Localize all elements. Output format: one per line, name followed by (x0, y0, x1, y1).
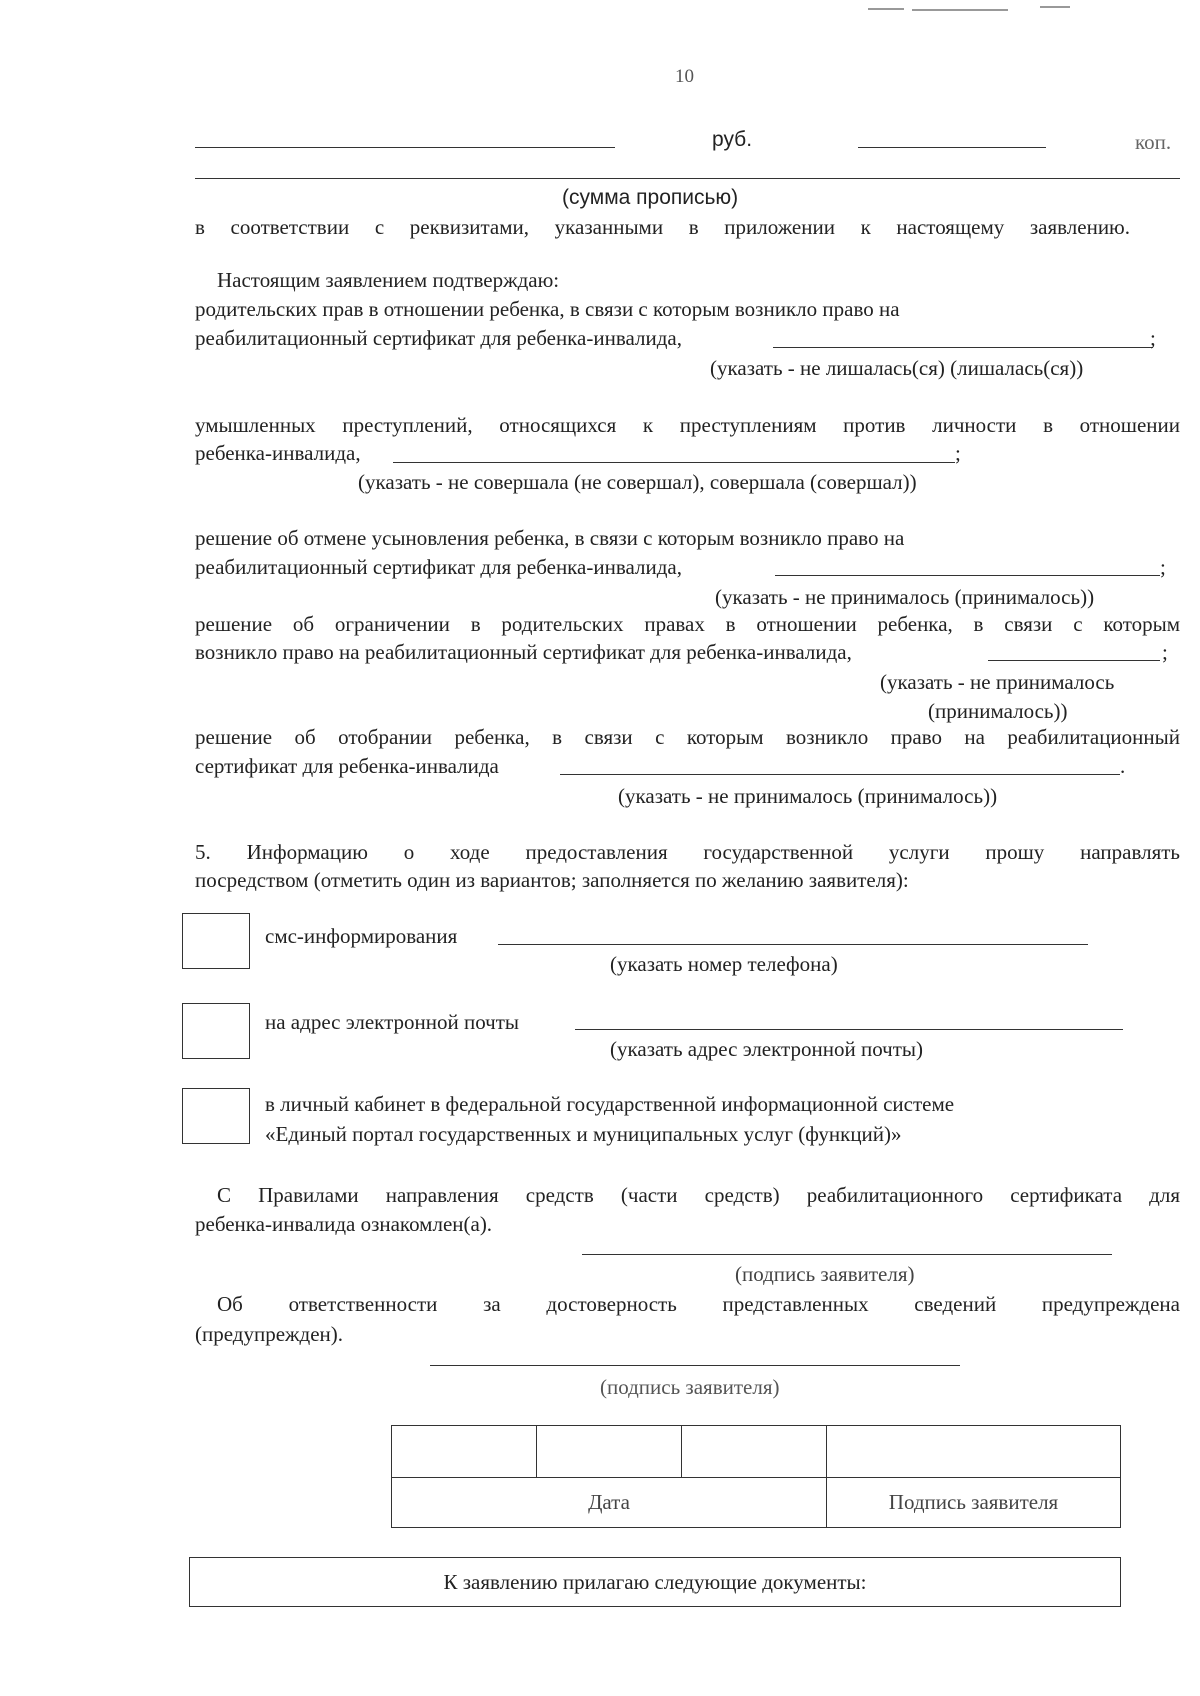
portal-checkbox[interactable] (182, 1088, 250, 1144)
item5-line1: решение об отобрании ребенка, в связи с которым возникло право на реабилитационный (195, 725, 1180, 749)
portal-option-line1: в личный кабинет в федеральной государственной информационной системе (265, 1092, 955, 1116)
email-option-hint: (указать адрес электронной почты) (610, 1037, 923, 1061)
date-cell-day[interactable] (392, 1426, 537, 1478)
item5-field (560, 774, 1120, 775)
item1-hint: (указать - не лишалась(ся) (лишалась(ся)) (710, 356, 1084, 380)
item2-field (393, 462, 955, 463)
date-signature-table (391, 1425, 1121, 1528)
info-line2: посредством (отметить один из вариантов; заполняется по желанию заявителя): (195, 868, 909, 892)
responsibility-line1: Об ответственности за достоверность представленных сведений предупреждена (217, 1292, 1180, 1316)
attachments-box (189, 1557, 1121, 1607)
item1-field (773, 347, 1153, 348)
item1-end: ; (1150, 326, 1156, 350)
sms-option-label: смс-информирования (265, 924, 458, 948)
rules-signature-hint: (подпись заявителя) (735, 1262, 915, 1286)
item4-line1: решение об ограничении в родительских правах в отношении ребенка, в связи с которым (195, 612, 1180, 636)
amount-kop-field (858, 147, 1046, 148)
item1-line1: родительских прав в отношении ребенка, в связи с которым возникло право на (195, 297, 900, 321)
item4-end: ; (1162, 640, 1168, 664)
item1-line2: реабилитационный сертификат для ребенка-инвалида, (195, 326, 682, 350)
date-label: Дата (392, 1478, 827, 1528)
scan-mark (912, 9, 1008, 11)
item2-line2: ребенка-инвалида, (195, 441, 361, 465)
signature-cell[interactable] (827, 1426, 1121, 1478)
item5-hint: (указать - не принималось (принималось)) (618, 784, 998, 808)
amount-words-field (195, 178, 1180, 179)
rub-label: руб. (712, 128, 753, 151)
attachments-label: К заявлению прилагаю следующие документы: (443, 1569, 867, 1594)
confirm-heading: Настоящим заявлением подтверждаю: (217, 268, 560, 292)
responsibility-line2: (предупрежден). (195, 1322, 344, 1346)
date-cell-month[interactable] (537, 1426, 682, 1478)
portal-option-line2: «Единый портал государственных и муниципальных услуг (функций)» (265, 1122, 902, 1146)
date-cell-year[interactable] (682, 1426, 827, 1478)
kop-label: коп. (1135, 130, 1172, 154)
item3-hint: (указать - не принималось (принималось)) (715, 585, 1095, 609)
rules-line2: ребенка-инвалида ознакомлен(а). (195, 1212, 493, 1236)
item2-line1: умышленных преступлений, относящихся к преступлениям против личности в отношении (195, 413, 1180, 437)
item4-hint-line2: (принималось)) (928, 699, 1068, 723)
scan-mark (1040, 6, 1070, 8)
info-line1: 5. Информацию о ходе предоставления государственной услуги прошу направлять (195, 840, 1180, 864)
item3-field (775, 575, 1160, 576)
item4-field (988, 660, 1160, 661)
page-number: 10 (675, 66, 694, 87)
item5-line2: сертификат для ребенка-инвалида (195, 754, 499, 778)
item2-hint: (указать - не совершала (не совершал), совершала (совершал)) (358, 470, 917, 494)
item4-line2: возникло право на реабилитационный сертификат для ребенка-инвалида, (195, 640, 852, 664)
item4-hint-line1: (указать - не принималось (880, 670, 1115, 694)
sms-checkbox[interactable] (182, 913, 250, 969)
requisites-text: в соответствии с реквизитами, указанными в приложении к настоящему заявлению. (195, 215, 1130, 239)
item2-end: ; (955, 441, 961, 465)
sms-phone-field[interactable] (498, 944, 1088, 945)
item3-end: ; (1160, 555, 1166, 579)
email-checkbox[interactable] (182, 1003, 250, 1059)
amount-rub-field (195, 147, 615, 148)
signature-label: Подпись заявителя (827, 1478, 1121, 1528)
rules-line1: С Правилами направления средств (части средств) реабилитационного сертификата для (217, 1183, 1180, 1207)
item3-line1: решение об отмене усыновления ребенка, в связи с которым возникло право на (195, 526, 905, 550)
item3-line2: реабилитационный сертификат для ребенка-инвалида, (195, 555, 682, 579)
responsibility-signature-line[interactable] (430, 1365, 960, 1366)
item5-end: . (1120, 754, 1126, 778)
scan-mark (868, 8, 904, 10)
email-option-label: на адрес электронной почты (265, 1010, 520, 1034)
amount-hint: (сумма прописью) (562, 186, 739, 209)
responsibility-signature-hint: (подпись заявителя) (600, 1375, 780, 1399)
sms-option-hint: (указать номер телефона) (610, 952, 838, 976)
email-address-field[interactable] (575, 1029, 1123, 1030)
rules-signature-line[interactable] (582, 1254, 1112, 1255)
